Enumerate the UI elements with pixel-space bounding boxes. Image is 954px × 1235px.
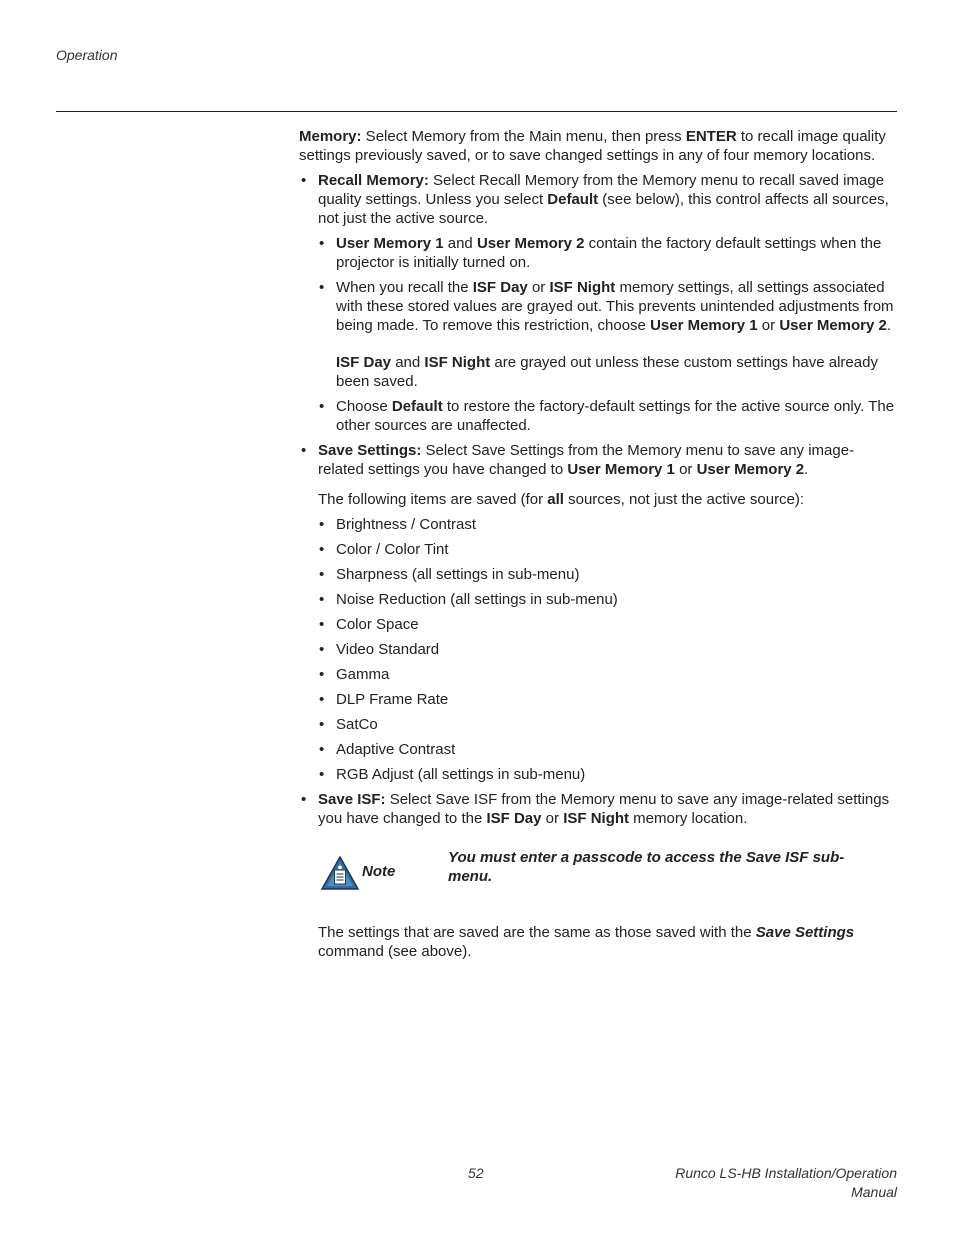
list-item: • Sharpness (all settings in sub-menu) [319, 566, 580, 583]
bullet: • [319, 616, 325, 633]
bullet: • [319, 666, 325, 683]
list-item: • Gamma [319, 666, 390, 683]
note-callout [299, 848, 897, 908]
saved-items-intro: The following items are saved (for all sources, not just the active source): [318, 491, 805, 508]
isf-grayed-note: ISF Day and ISF Night are grayed out unless these custom settings have already been saved. [336, 354, 878, 390]
enter-key: ENTER [685, 128, 737, 145]
bullet: • [319, 541, 325, 558]
memory-paragraph: Memory: Select Memory from the Main menu, then press ENTER to recall image quality settings previously saved, or to save changed settings in any of four memory locations. [299, 128, 886, 164]
note-warning-icon [321, 856, 359, 890]
bullet: • [319, 235, 325, 252]
note-label: Note [362, 863, 396, 880]
recall-sub-item-default: • Choose Default to restore the factory-default settings for the active source only. The other sources are unaffected. [319, 398, 895, 434]
list-item: • Color / Color Tint [319, 541, 449, 558]
list-item: • Color Space [319, 616, 419, 633]
list-item: • Noise Reduction (all settings in sub-menu) [319, 591, 618, 608]
list-item: • Brightness / Contrast [319, 516, 477, 533]
recall-sub-item-isf: • When you recall the ISF Day or ISF Night memory settings, all settings associated with these stored values are grayed out. This prevents unintended adjustments from being made. To remove this restriction, choose User Memory 1 or User Memory 2. [319, 279, 894, 334]
recall-sub-item-user-memory: • User Memory 1 and User Memory 2 contain the factory default settings when the projector is initially turned on. [319, 235, 882, 271]
save-settings-term: Save Settings: [318, 442, 422, 459]
list-item: • SatCo [319, 716, 378, 733]
bullet: • [319, 741, 325, 758]
save-isf-term: Save ISF: [318, 791, 386, 808]
bullet: • [319, 766, 325, 783]
header-rule [56, 111, 897, 112]
page-body [299, 127, 897, 961]
bullet: • [319, 516, 325, 533]
recall-memory-term: Recall Memory: [318, 172, 429, 189]
list-item: • DLP Frame Rate [319, 691, 449, 708]
note-text: You must enter a passcode to access the Save ISF sub-menu. [448, 849, 845, 885]
bullet: • [319, 398, 325, 415]
page-number: 52 [468, 1165, 484, 1181]
list-item: • RGB Adjust (all settings in sub-menu) [319, 766, 586, 783]
bullet: • [301, 442, 307, 459]
list-item: • Adaptive Contrast [319, 741, 456, 758]
bullet: • [319, 716, 325, 733]
manual-title: Runco LS-HB Installation/Operation Manual [675, 1165, 897, 1200]
bullet: • [319, 566, 325, 583]
bullet: • [319, 641, 325, 658]
bullet: • [319, 691, 325, 708]
list-item: • Video Standard [319, 641, 440, 658]
bullet: • [319, 591, 325, 608]
closing-paragraph: The settings that are saved are the same as those saved with the Save Settings command (see above). [318, 924, 855, 960]
saved-items-list [299, 515, 897, 784]
memory-term: Memory: [299, 128, 362, 145]
save-isf-item: • Save ISF: Select Save ISF from the Memory menu to save any image-related settings you have changed to the ISF Day or ISF Night memory location. [301, 791, 890, 827]
running-header: Operation [56, 47, 118, 63]
save-settings-item: • Save Settings: Select Save Settings from the Memory menu to save any image-related settings you have changed to User Memory 1 or User Memory 2. [301, 442, 855, 478]
bullet: • [301, 791, 307, 808]
recall-memory-item: • Recall Memory: Select Recall Memory from the Memory menu to recall saved image quality settings. Unless you select Default (see below), this control affects all sources, not just the active source. [301, 172, 889, 227]
bullet: • [301, 172, 307, 189]
bullet: • [319, 279, 325, 296]
